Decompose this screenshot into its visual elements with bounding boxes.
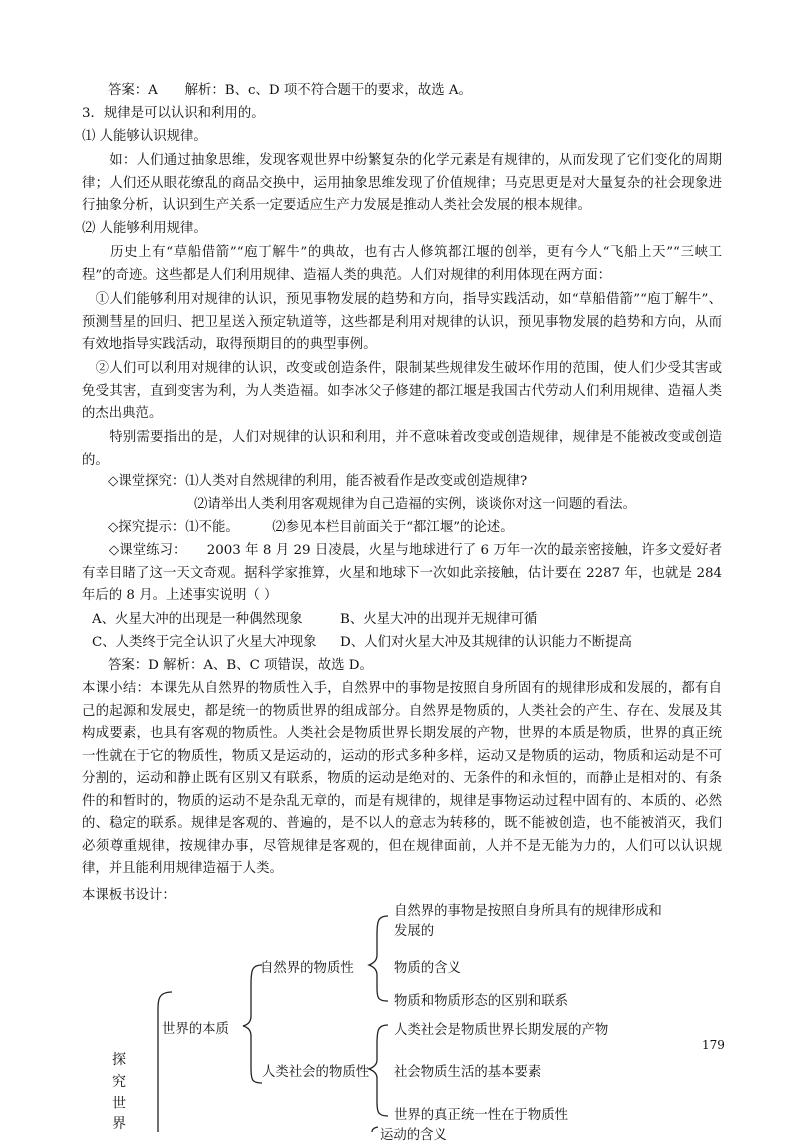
node-society-materiality: 人类社会的物质性 — [262, 1065, 370, 1080]
option-d: D、人们对火星大冲及其规律的认识能力不断提高 — [340, 635, 632, 650]
motion-item-cut: 运动的含义 — [380, 1128, 447, 1143]
vertical-title-char: 界 — [112, 1116, 126, 1132]
board-design-title: 本课板书设计： — [82, 888, 176, 903]
paragraph-point-1: ①人们能够利用对规律的认识，预见事物发展的趋势和方向，指导实践活动，如“草船借箭”“庖丁解牛”、预测彗星的回归、把卫星送入预定轨道等，这些都是利用对规律的认识，预见事物发展的趋势和方向，从而有效地指导实践活动，取得预期目的的典型事例。 — [82, 292, 722, 352]
lesson-summary: 本课小结：本课先从自然界的物质性入手，自然界中的事物是按照自身所固有的规律形成和发展的，都有自己的起源和发展史，都是统一的物质世界的组成部分。自然界是物质的，人类社会的产生、存在、发展及其构成要素，也具有客观的物质性。人类社会是物质世界长期发展的产物，世界的本质是物质，世界的真正统一性就在于它的物质性，物质又是运动的，运动的形式多种多样，运动又是物质的运动，物质和运动是不可分割的，运动和静止既有区别又有联系，物质的运动是绝对的、无条件的和永恒的，而静止是相对的、有条件的和暂时的，物质的运动不是杂乱无章的，而是有规律的，规律是事物运动过程中固有的、本质的、必然的、稳定的联系。规律是客观的、普遍的，是不以人的意志为转移的，既不能被创造，也不能被消灭，我们必须尊重规律，按规律办事，尽管规律是客观的，但在规律面前，人并不是无能为力的，人们可以认识规律，并且能利用规律造福于人类。 — [82, 681, 722, 876]
bracket-outer — [158, 992, 172, 1132]
nature-item: 发展的 — [394, 924, 435, 939]
node-nature-materiality: 自然界的物质性 — [260, 961, 354, 976]
vertical-title-char: 世 — [112, 1096, 126, 1112]
bracket-root — [243, 965, 262, 1083]
nature-item: 物质的含义 — [394, 961, 461, 976]
paragraph-know-laws: 如：人们通过抽象思维，发现客观世界中纷繁复杂的化学元素是有规律的，从而发现了它们变化的周期律；人们还从眼花缭乱的商品交换中，运用抽象思维发现了价值规律；马克思更是对大量复杂的社会现象进行抽象分析，认识到生产关系一定要适应生产力发展是推动人类社会发展的根本规律。 — [82, 153, 722, 213]
answer-line-2: 答案：D 解析：A、B、C 项错误，故选 D。 — [108, 658, 373, 673]
vertical-title-char: 探 — [112, 1052, 126, 1068]
answer-line-1: 答案：A 解析：B、c、D 项不符合题干的要求，故选 A。 — [108, 83, 472, 98]
section-heading-3: 3．规律是可以认识和利用的。 — [82, 106, 265, 121]
explore-question-2: ⑵请举出人类利用客观规律为自己造福的实例，谈谈你对这一问题的看法。 — [194, 497, 636, 512]
subheading-use-laws: ⑵ 人能够利用规律。 — [82, 221, 207, 236]
bracket-society — [369, 1025, 388, 1116]
explore-hint: ◇探究提示：⑴不能。 ⑵参见本栏目前面关于“都江堰”的论述。 — [108, 520, 514, 535]
option-a: A、火星大冲的出现是一种偶然现象 — [92, 612, 303, 627]
explore-question-1: ◇课堂探究：⑴人类对自然规律的利用，能否被看作是改变或创造规律? — [108, 474, 528, 489]
nature-item: 物质和物质形态的区别和联系 — [394, 994, 569, 1009]
vertical-title-char: 究 — [112, 1074, 126, 1090]
paragraph-history: 历史上有“草船借箭”“庖丁解牛”的典故，也有古人修筑都江堰的创举，更有今人“飞船上天”“三峡工程”的奇迹。这些都是人们利用规律、造福人类的典范。人们对规律的利用体现在两方面： — [82, 245, 722, 283]
node-world-essence: 世界的本质 — [162, 1022, 229, 1037]
society-item: 人类社会是物质世界长期发展的产物 — [394, 1023, 609, 1038]
subheading-know-laws: ⑴ 人能够认识规律。 — [82, 129, 207, 144]
paragraph-note: 特别需要指出的是，人们对规律的认识和利用，并不意味着改变或创造规律，规律是不能被改变或创造的。 — [82, 430, 722, 468]
society-item: 世界的真正统一性在于物质性 — [394, 1108, 569, 1123]
paragraph-point-2: ②人们可以利用对规律的认识，改变或创造条件，限制某些规律发生破坏作用的范围，使人们少受其害或免受其害，直到变害为利，为人类造福。如李冰父子修建的都江堰是我国古代劳动人们利用规律、造福人类的杰出典范。 — [82, 361, 722, 421]
bracket-motion-cut — [372, 1127, 378, 1132]
page-number: 179 — [702, 1038, 725, 1052]
society-item: 社会物质生活的基本要素 — [394, 1065, 542, 1080]
nature-item: 自然界的事物是按照自身所具有的规律形成和 — [394, 904, 662, 919]
bracket-nature — [369, 916, 388, 1001]
option-b: B、火星大冲的出现并无规律可循 — [340, 612, 538, 627]
exercise-question: ◇课堂练习： 2003 年 8 月 29 日凌晨，火星与地球进行了 6 万年一次的最亲密接触，许多文爱好者有幸目睹了这一天文奇观。据科学家推算，火星和地球下一次如此亲接触，估计要在 2287 年，也就是 284 年后的 8 月。上述事实说明（ ） — [82, 543, 722, 603]
option-c: C、人类终于完全认识了火星大冲现象 — [92, 635, 317, 650]
